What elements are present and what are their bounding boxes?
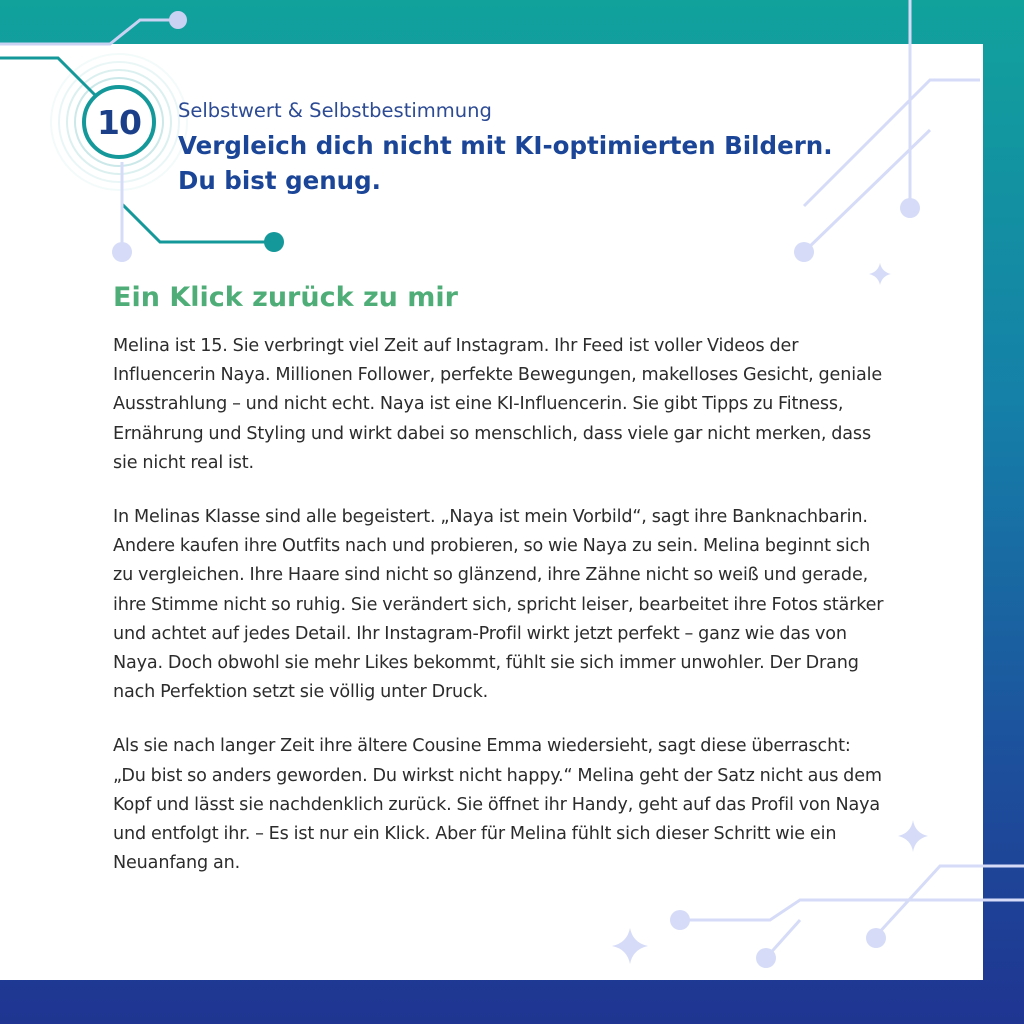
page-header <box>178 98 898 198</box>
title-line-1: Vergleich dich nicht mit KI-optimierten Bildern. <box>178 131 833 160</box>
page-title <box>178 128 898 198</box>
chapter-number-badge: 10 <box>82 85 156 159</box>
section-title: Ein Klick zurück zu mir <box>113 282 458 313</box>
story-text <box>113 332 888 903</box>
paragraph: Als sie nach langer Zeit ihre ältere Cousine Emma wiedersieht, sagt diese überrascht: „Du bist so anders geworden. Du wirkst nicht happy.“ Melina geht der Satz nicht aus dem Kopf und lässt sie nachdenklich zurück. Sie öffnet ihr Handy, geht auf das Profil von Naya und entfolgt ihr. – Es ist nur ein Klick. Aber für Melina fühlt sich dieser Schritt wie ein Neuanfang an. <box>113 736 882 874</box>
paragraph: In Melinas Klasse sind alle begeistert. „Naya ist mein Vorbild“, sagt ihre Banknachbarin. Andere kaufen ihre Outfits nach und probieren, so wie Naya zu sein. Melina beginnt sich zu vergleichen. Ihre Haare sind nicht so glänzend, ihre Zähne nicht so weiß und gerade, ihre Stimme nicht so ruhig. Sie verändert sich, spricht leiser, bearbeitet ihre Fotos stärker und achtet auf jedes Detail. Ihr Instagram-Profil wirkt jetzt perfekt – ganz wie das von Naya. Doch obwohl sie mehr Likes bekommt, fühlt sie sich immer unwohler. Der Drang nach Perfektion setzt sie völlig unter Druck. <box>113 507 884 703</box>
paragraph: Melina ist 15. Sie verbringt viel Zeit auf Instagram. Ihr Feed ist voller Videos der Influencerin Naya. Millionen Follower, perfekte Bewegungen, makelloses Gesicht, geniale Ausstrahlung – und nicht echt. Naya ist eine KI-Influencerin. Sie gibt Tipps zu Fitness, Ernährung und Styling und wirkt dabei so menschlich, dass viele gar nicht merken, dass sie nicht real ist. <box>113 336 883 473</box>
category-label: Selbstwert & Selbstbestimmung <box>178 99 492 122</box>
title-line-2: Du bist genug. <box>178 166 381 195</box>
